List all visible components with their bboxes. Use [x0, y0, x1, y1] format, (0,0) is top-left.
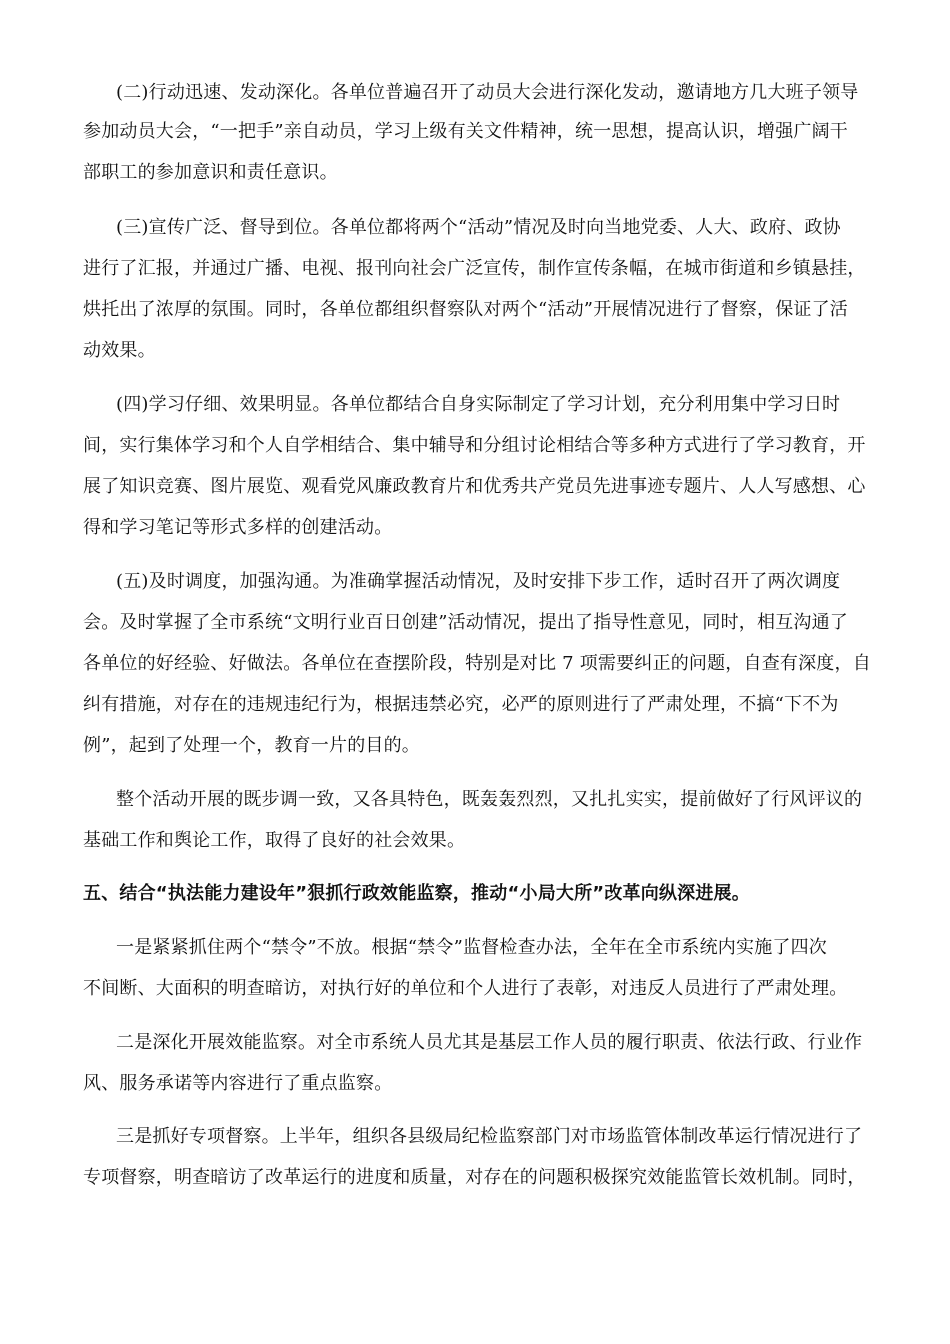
paragraph-4-line-1: (四)学习仔细、效果明显。各单位都结合自身实际制定了学习计划，充分利用集中学习日时	[116, 394, 841, 415]
paragraph-5-line-4: 纠有措施，对存在的违规违纪行为，根据违禁必究，必严的原则进行了严肃处理，不搞“下不为	[83, 694, 839, 715]
paragraph-3-line-2: 进行了汇报，并通过广播、电视、报刊向社会广泛宣传，制作宣传条幅，在城市街道和乡镇悬挂，	[83, 258, 866, 279]
summary-line-1: 整个活动开展的既步调一致，又各具特色，既轰轰烈烈，又扎扎实实，提前做好了行风评议的	[116, 789, 863, 810]
paragraph-2-line-1: (二)行动迅速、发动深化。各单位普遍召开了动员大会进行深化发动，邀请地方几大班子领导	[116, 82, 859, 103]
paragraph-2-line-2: 参加动员大会，“一把手”亲自动员，学习上级有关文件精神，统一思想，提高认识，增强广阔干	[83, 121, 848, 142]
paragraph-5-line-3: 各单位的好经验、好做法。各单位在查摆阶段，特别是对比 7 项需要纠正的问题，自查有深度，自	[83, 653, 871, 674]
item-3-line-1: 三是抓好专项督察。上半年，组织各县级局纪检监察部门对市场监管体制改革运行情况进行了	[116, 1126, 863, 1147]
paragraph-3-line-1: (三)宣传广泛、督导到位。各单位都将两个“活动”情况及时向当地党委、人大、政府、政协	[116, 217, 841, 238]
summary-line-2: 基础工作和舆论工作，取得了良好的社会效果。	[83, 830, 466, 851]
item-2-line-1: 二是深化开展效能监察。对全市系统人员尤其是基层工作人员的履行职责、依法行政、行业作	[116, 1032, 863, 1053]
paragraph-4-line-2: 间，实行集体学习和个人自学相结合、集中辅导和分组讨论相结合等多种方式进行了学习教育，开	[83, 435, 866, 456]
paragraph-4-line-4: 得和学习笔记等形式多样的创建活动。	[83, 517, 393, 538]
paragraph-5-line-2: 会。及时掌握了全市系统“文明行业百日创建”活动情况，提出了指导性意见，同时，相互沟通了	[83, 612, 848, 633]
paragraph-3-line-3: 烘托出了浓厚的氛围。同时，各单位都组织督察队对两个“活动”开展情况进行了督察，保证了活	[83, 299, 848, 320]
item-2-line-2: 风、服务承诺等内容进行了重点监察。	[83, 1073, 393, 1094]
item-1-line-2: 不间断、大面积的明查暗访，对执行好的单位和个人进行了表彰，对违反人员进行了严肃处理。	[83, 978, 848, 999]
item-3-line-2: 专项督察，明查暗访了改革运行的进度和质量，对存在的问题积极探究效能监管长效机制。同时，	[83, 1167, 866, 1188]
paragraph-5-line-5: 例”，起到了处理一个，教育一片的目的。	[83, 735, 421, 756]
paragraph-3-line-4: 动效果。	[83, 340, 156, 361]
item-1-line-1: 一是紧紧抓住两个“禁令”不放。根据“禁令”监督检查办法，全年在全市系统内实施了四次	[116, 937, 828, 958]
paragraph-4-line-3: 展了知识竞赛、图片展览、观看党风廉政教育片和优秀共产党员先进事迹专题片、人人写感想、心	[83, 476, 866, 497]
paragraph-5-line-1: (五)及时调度，加强沟通。为准确掌握活动情况，及时安排下步工作，适时召开了两次调度	[116, 571, 841, 592]
section-heading-5: 五、结合“执法能力建设年”狠抓行政效能监察，推动“小局大所”改革向纵深进展。	[83, 883, 750, 904]
paragraph-2-line-3: 部职工的参加意识和责任意识。	[83, 162, 338, 183]
